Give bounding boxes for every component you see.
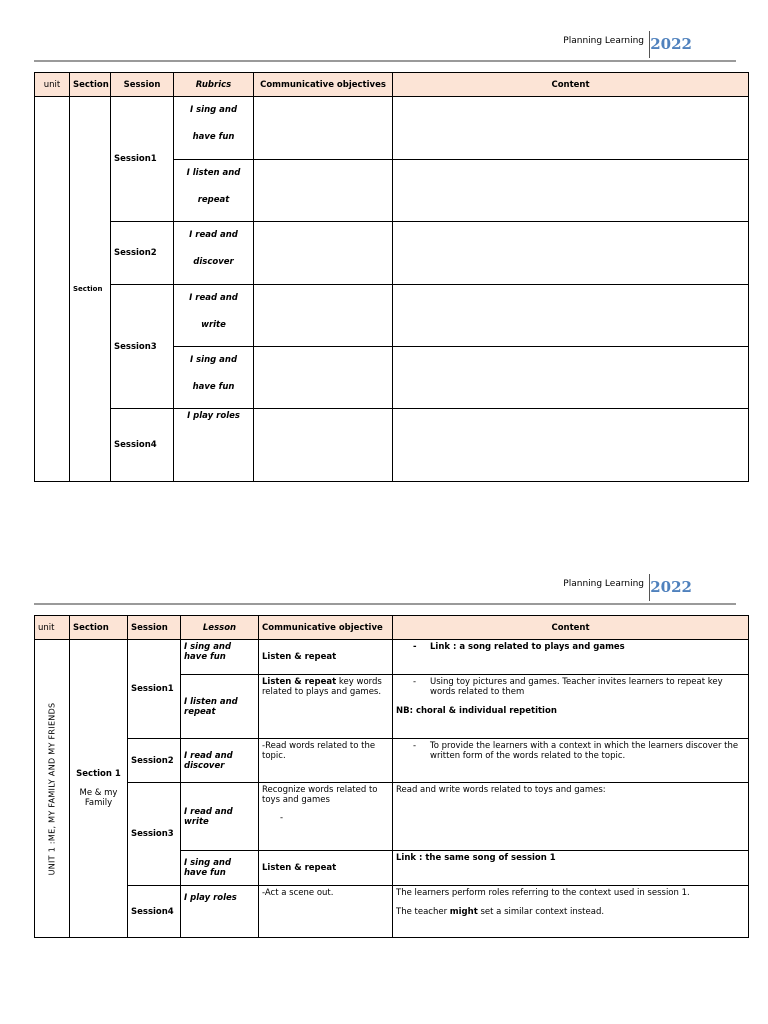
content-text-2b: set a similar context instead. [477, 907, 605, 917]
objective-text: Recognize words related to toys and games [262, 785, 378, 805]
content-text-2 [396, 907, 745, 917]
objective-dash: - [280, 813, 284, 823]
objective-text: key words related to plays and games. [262, 677, 382, 697]
rubric-cell: I play roles [174, 409, 254, 482]
page-header-1 [34, 30, 736, 62]
lesson-cell: I sing and have fun [181, 640, 259, 675]
page-header-2 [34, 573, 736, 605]
content-cell [393, 640, 749, 675]
header-objective: Communicative objective [259, 616, 393, 640]
content-text: The learners perform roles referring to the context used in session 1. [396, 888, 690, 898]
session-3: Session3 [111, 285, 174, 409]
content-cell [393, 222, 749, 285]
lesson-cell: I play roles [181, 886, 259, 938]
year-label: 2022 [650, 35, 692, 53]
planning-table-1 [34, 72, 749, 482]
objective-cell [254, 285, 393, 347]
content-cell [393, 347, 749, 409]
section-subtitle: Me & my Family [79, 788, 118, 808]
objective-bold: Listen & repeat [262, 677, 337, 687]
session-2: Session2 [128, 739, 181, 783]
rubric-cell: I sing and have fun [174, 97, 254, 160]
objective-cell [254, 222, 393, 285]
header-content: Content [393, 73, 749, 97]
content-cell: Read and write words related to toys and games: [393, 783, 749, 851]
objective-cell: Listen & repeat [259, 851, 393, 886]
rubric-cell: I read and write [174, 285, 254, 347]
content-emphasis: might [449, 907, 478, 917]
year-label: 2022 [650, 578, 692, 596]
header-unit: unit [35, 616, 70, 640]
content-cell [393, 886, 749, 938]
objective-cell: -Read words related to the topic. [259, 739, 393, 783]
header-objectives: Communicative objectives [254, 73, 393, 97]
content-cell [393, 160, 749, 222]
content-item: - To provide the learners with a context in which the learners discover the written form of the words related to the topic. [430, 741, 745, 761]
planning-label: Planning Learning [563, 579, 644, 589]
objective-cell [259, 675, 393, 739]
session-4: Session4 [128, 886, 181, 938]
content-cell: Link : the same song of session 1 [393, 851, 749, 886]
planning-table-2 [34, 615, 749, 938]
header-session: Session [128, 616, 181, 640]
header-session: Session [111, 73, 174, 97]
section-cell: Section [70, 97, 111, 482]
content-cell [393, 739, 749, 783]
section-title: Section 1 [76, 769, 121, 779]
objective-cell [259, 783, 393, 851]
session-2: Session2 [111, 222, 174, 285]
objective-cell: Listen & repeat [259, 640, 393, 675]
rubric-cell: I sing and have fun [174, 347, 254, 409]
content-cell [393, 97, 749, 160]
content-item: - Using toy pictures and games. Teacher invites learners to repeat key words related to them [430, 677, 745, 697]
unit-title: UNIT 1 :ME, MY FAMILY AND MY FRIENDS [47, 702, 57, 875]
lesson-cell: I listen and repeat [181, 675, 259, 739]
content-note: NB: choral & individual repetition [396, 706, 557, 716]
session-4: Session4 [111, 409, 174, 482]
header-section: Section [70, 616, 128, 640]
content-text-2a: The teacher [396, 907, 450, 917]
objective-cell [254, 409, 393, 482]
rubric-cell: I read and discover [174, 222, 254, 285]
session-1: Session1 [128, 640, 181, 739]
header-content: Content [393, 616, 749, 640]
content-cell [393, 285, 749, 347]
header-rubrics: Rubrics [174, 73, 254, 97]
content-cell [393, 675, 749, 739]
session-1: Session1 [111, 97, 174, 222]
content-cell [393, 409, 749, 482]
unit-cell [35, 97, 70, 482]
objective-cell: -Act a scene out. [259, 886, 393, 938]
unit-cell [35, 640, 70, 938]
lesson-cell: I read and write [181, 783, 259, 851]
rubric-cell: I listen and repeat [174, 160, 254, 222]
header-lesson: Lesson [181, 616, 259, 640]
content-item: - Link : a song related to plays and games [430, 642, 745, 652]
header-unit: unit [35, 73, 70, 97]
header-section: Section [70, 73, 111, 97]
objective-cell [254, 97, 393, 160]
session-3: Session3 [128, 783, 181, 886]
objective-cell [254, 347, 393, 409]
lesson-cell: I read and discover [181, 739, 259, 783]
planning-label: Planning Learning [563, 36, 644, 46]
lesson-cell: I sing and have fun [181, 851, 259, 886]
section-cell [70, 640, 128, 938]
objective-cell [254, 160, 393, 222]
